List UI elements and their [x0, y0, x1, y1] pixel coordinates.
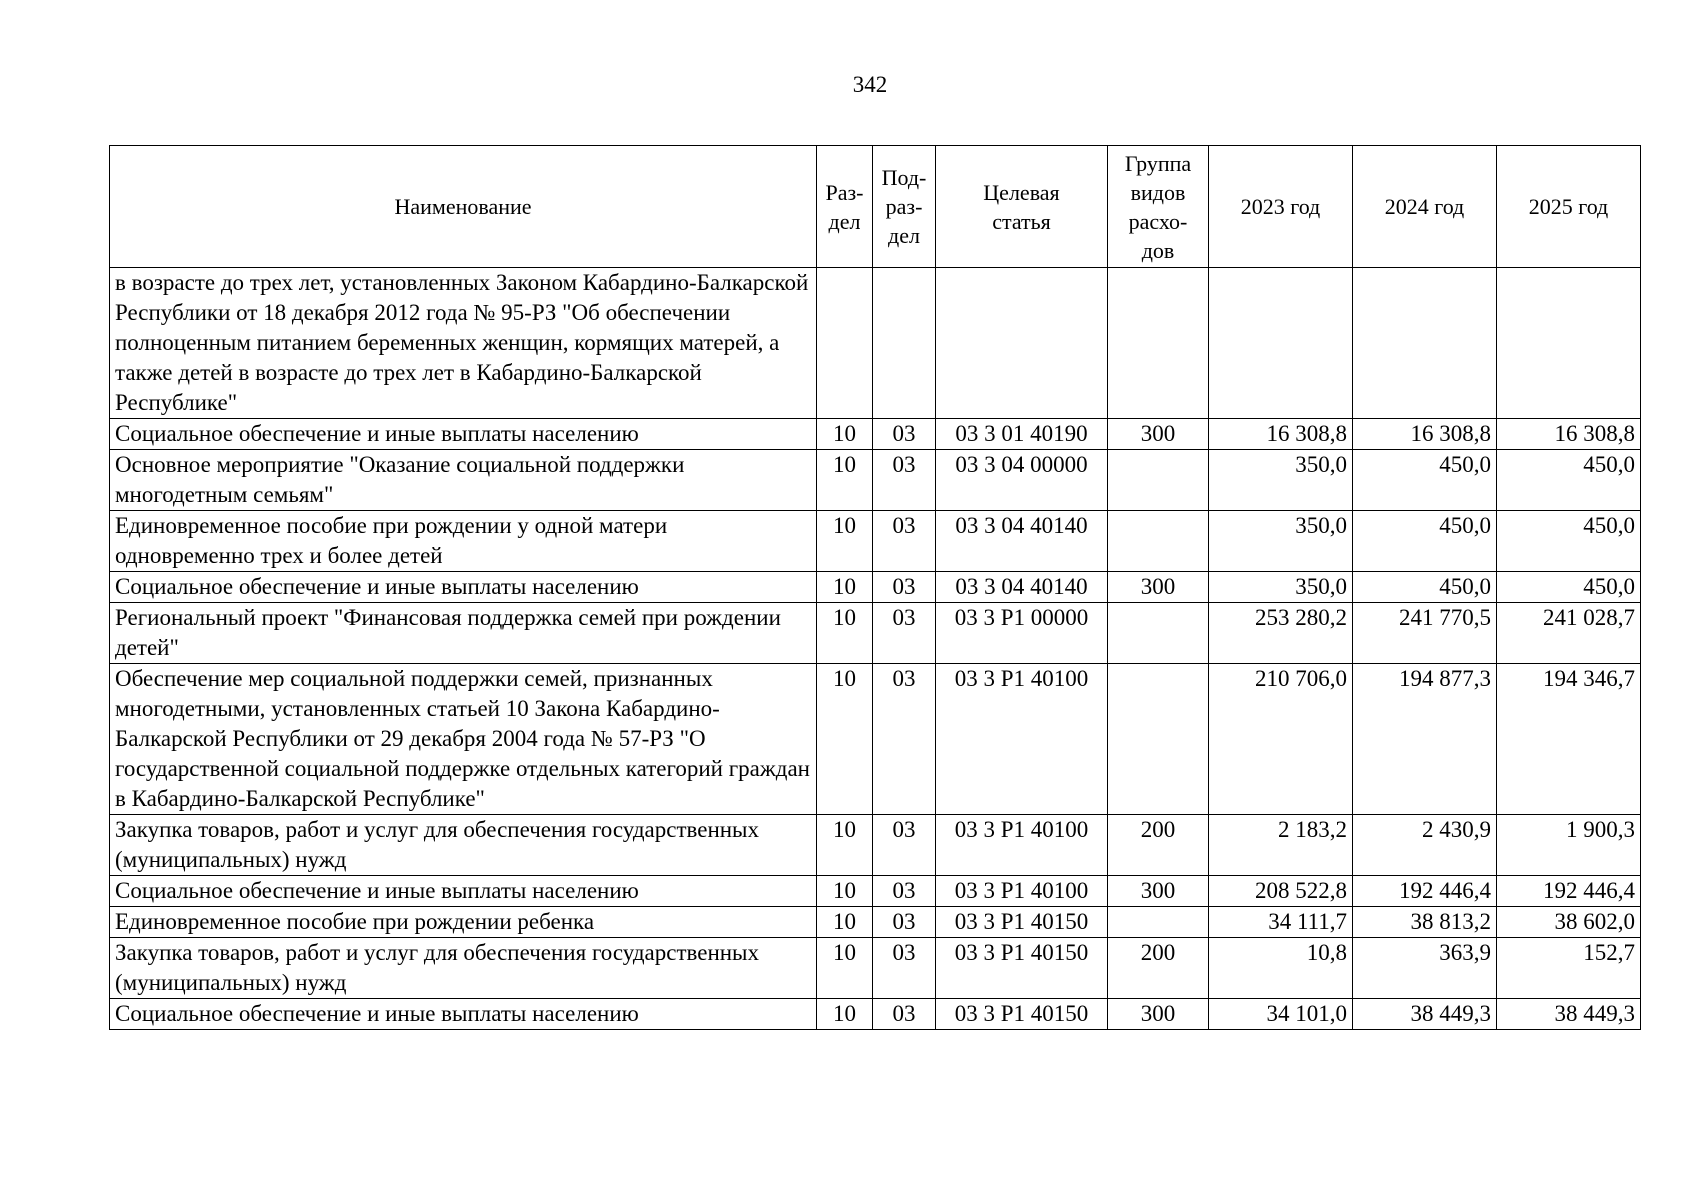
row-amount-2024: 194 877,3 [1353, 664, 1497, 815]
row-target-article: 03 3 04 40140 [936, 511, 1108, 572]
table-row [110, 450, 1641, 511]
row-subsection [873, 268, 936, 419]
table-row [110, 419, 1641, 450]
row-section: 10 [817, 572, 873, 603]
table-row [110, 938, 1641, 999]
row-amount-2025: 152,7 [1497, 938, 1641, 999]
row-expense-group: 200 [1108, 815, 1209, 876]
row-expense-group [1108, 268, 1209, 419]
row-section: 10 [817, 603, 873, 664]
row-amount-2023: 350,0 [1209, 450, 1353, 511]
row-subsection: 03 [873, 572, 936, 603]
row-amount-2025: 450,0 [1497, 450, 1641, 511]
header-section: Раз- дел [817, 146, 873, 268]
row-amount-2025: 450,0 [1497, 511, 1641, 572]
row-subsection: 03 [873, 938, 936, 999]
row-amount-2023: 208 522,8 [1209, 876, 1353, 907]
row-amount-2024: 38 813,2 [1353, 907, 1497, 938]
row-amount-2025: 1 900,3 [1497, 815, 1641, 876]
header-2025: 2025 год [1497, 146, 1641, 268]
table-row [110, 664, 1641, 815]
table-row [110, 907, 1641, 938]
header-expense-group: Группа видов расхо- дов [1108, 146, 1209, 268]
row-subsection: 03 [873, 603, 936, 664]
row-amount-2024: 450,0 [1353, 572, 1497, 603]
row-expense-group: 200 [1108, 938, 1209, 999]
row-name: Социальное обеспечение и иные выплаты населению [110, 999, 817, 1030]
row-target-article: 03 3 P1 40150 [936, 938, 1108, 999]
row-target-article: 03 3 P1 40100 [936, 876, 1108, 907]
row-section: 10 [817, 664, 873, 815]
row-amount-2023: 210 706,0 [1209, 664, 1353, 815]
row-amount-2024: 450,0 [1353, 450, 1497, 511]
header-2023: 2023 год [1209, 146, 1353, 268]
row-amount-2024: 2 430,9 [1353, 815, 1497, 876]
row-subsection: 03 [873, 419, 936, 450]
table-row [110, 603, 1641, 664]
row-target-article: 03 3 P1 40100 [936, 815, 1108, 876]
row-amount-2023: 34 101,0 [1209, 999, 1353, 1030]
row-amount-2025 [1497, 268, 1641, 419]
row-amount-2023: 34 111,7 [1209, 907, 1353, 938]
row-target-article: 03 3 P1 40150 [936, 999, 1108, 1030]
row-section: 10 [817, 876, 873, 907]
row-amount-2024: 38 449,3 [1353, 999, 1497, 1030]
row-subsection: 03 [873, 511, 936, 572]
header-2024: 2024 год [1353, 146, 1497, 268]
row-section: 10 [817, 419, 873, 450]
row-expense-group: 300 [1108, 572, 1209, 603]
row-name: Единовременное пособие при рождении ребенка [110, 907, 817, 938]
row-name: Обеспечение мер социальной поддержки семей, признанных многодетными, установленных статьей 10 Закона Кабардино-Балкарской Республики от 29 декабря 2004 года № 57-РЗ "О государственной социальной поддержке отдельных категорий граждан в Кабардино-Балкарской Республике" [110, 664, 817, 815]
row-section: 10 [817, 815, 873, 876]
row-section: 10 [817, 450, 873, 511]
table-row [110, 511, 1641, 572]
row-target-article: 03 3 P1 00000 [936, 603, 1108, 664]
row-expense-group: 300 [1108, 876, 1209, 907]
row-amount-2025: 38 602,0 [1497, 907, 1641, 938]
row-name: Социальное обеспечение и иные выплаты населению [110, 419, 817, 450]
table-row [110, 999, 1641, 1030]
row-name: Социальное обеспечение и иные выплаты населению [110, 876, 817, 907]
row-expense-group [1108, 907, 1209, 938]
row-amount-2024: 363,9 [1353, 938, 1497, 999]
row-expense-group: 300 [1108, 999, 1209, 1030]
row-subsection: 03 [873, 999, 936, 1030]
row-expense-group: 300 [1108, 419, 1209, 450]
page-number: 342 [852, 72, 888, 97]
row-amount-2024: 450,0 [1353, 511, 1497, 572]
row-amount-2023: 350,0 [1209, 572, 1353, 603]
row-section: 10 [817, 999, 873, 1030]
table-row [110, 572, 1641, 603]
row-expense-group [1108, 603, 1209, 664]
row-amount-2025: 450,0 [1497, 572, 1641, 603]
row-subsection: 03 [873, 450, 936, 511]
table-row [110, 268, 1641, 419]
row-subsection: 03 [873, 815, 936, 876]
row-target-article: 03 3 P1 40100 [936, 664, 1108, 815]
table-row [110, 876, 1641, 907]
row-name: Закупка товаров, работ и услуг для обеспечения государственных (муниципальных) нужд [110, 815, 817, 876]
row-target-article: 03 3 04 00000 [936, 450, 1108, 511]
row-expense-group [1108, 664, 1209, 815]
budget-table [109, 145, 1641, 1030]
row-name: в возрасте до трех лет, установленных Законом Кабардино-Балкарской Республики от 18 декабря 2012 года № 95-РЗ "Об обеспечении полноценным питанием беременных женщин, кормящих матерей, а также детей в возрасте до трех лет в Кабардино-Балкарской Республике" [110, 268, 817, 419]
row-amount-2024: 192 446,4 [1353, 876, 1497, 907]
row-section: 10 [817, 907, 873, 938]
row-target-article [936, 268, 1108, 419]
row-name: Социальное обеспечение и иные выплаты населению [110, 572, 817, 603]
row-name: Закупка товаров, работ и услуг для обеспечения государственных (муниципальных) нужд [110, 938, 817, 999]
row-amount-2024 [1353, 268, 1497, 419]
row-subsection: 03 [873, 907, 936, 938]
row-amount-2025: 194 346,7 [1497, 664, 1641, 815]
row-subsection: 03 [873, 876, 936, 907]
header-subsection: Под- раз- дел [873, 146, 936, 268]
row-expense-group [1108, 511, 1209, 572]
header-name: Наименование [110, 146, 817, 268]
table-header-row [110, 146, 1641, 268]
row-amount-2024: 241 770,5 [1353, 603, 1497, 664]
row-amount-2023: 2 183,2 [1209, 815, 1353, 876]
row-amount-2025: 38 449,3 [1497, 999, 1641, 1030]
row-section: 10 [817, 938, 873, 999]
row-target-article: 03 3 P1 40150 [936, 907, 1108, 938]
row-name: Региональный проект "Финансовая поддержка семей при рождении детей" [110, 603, 817, 664]
row-amount-2023: 253 280,2 [1209, 603, 1353, 664]
row-amount-2025: 241 028,7 [1497, 603, 1641, 664]
row-amount-2025: 16 308,8 [1497, 419, 1641, 450]
row-amount-2023 [1209, 268, 1353, 419]
row-amount-2025: 192 446,4 [1497, 876, 1641, 907]
row-amount-2023: 10,8 [1209, 938, 1353, 999]
row-expense-group [1108, 450, 1209, 511]
row-amount-2024: 16 308,8 [1353, 419, 1497, 450]
row-amount-2023: 350,0 [1209, 511, 1353, 572]
row-target-article: 03 3 01 40190 [936, 419, 1108, 450]
row-amount-2023: 16 308,8 [1209, 419, 1353, 450]
row-name: Основное мероприятие "Оказание социальной поддержки многодетным семьям" [110, 450, 817, 511]
row-subsection: 03 [873, 664, 936, 815]
header-target-article: Целевая статья [936, 146, 1108, 268]
row-section: 10 [817, 511, 873, 572]
table-row [110, 815, 1641, 876]
row-target-article: 03 3 04 40140 [936, 572, 1108, 603]
row-name: Единовременное пособие при рождении у одной матери одновременно трех и более детей [110, 511, 817, 572]
row-section [817, 268, 873, 419]
